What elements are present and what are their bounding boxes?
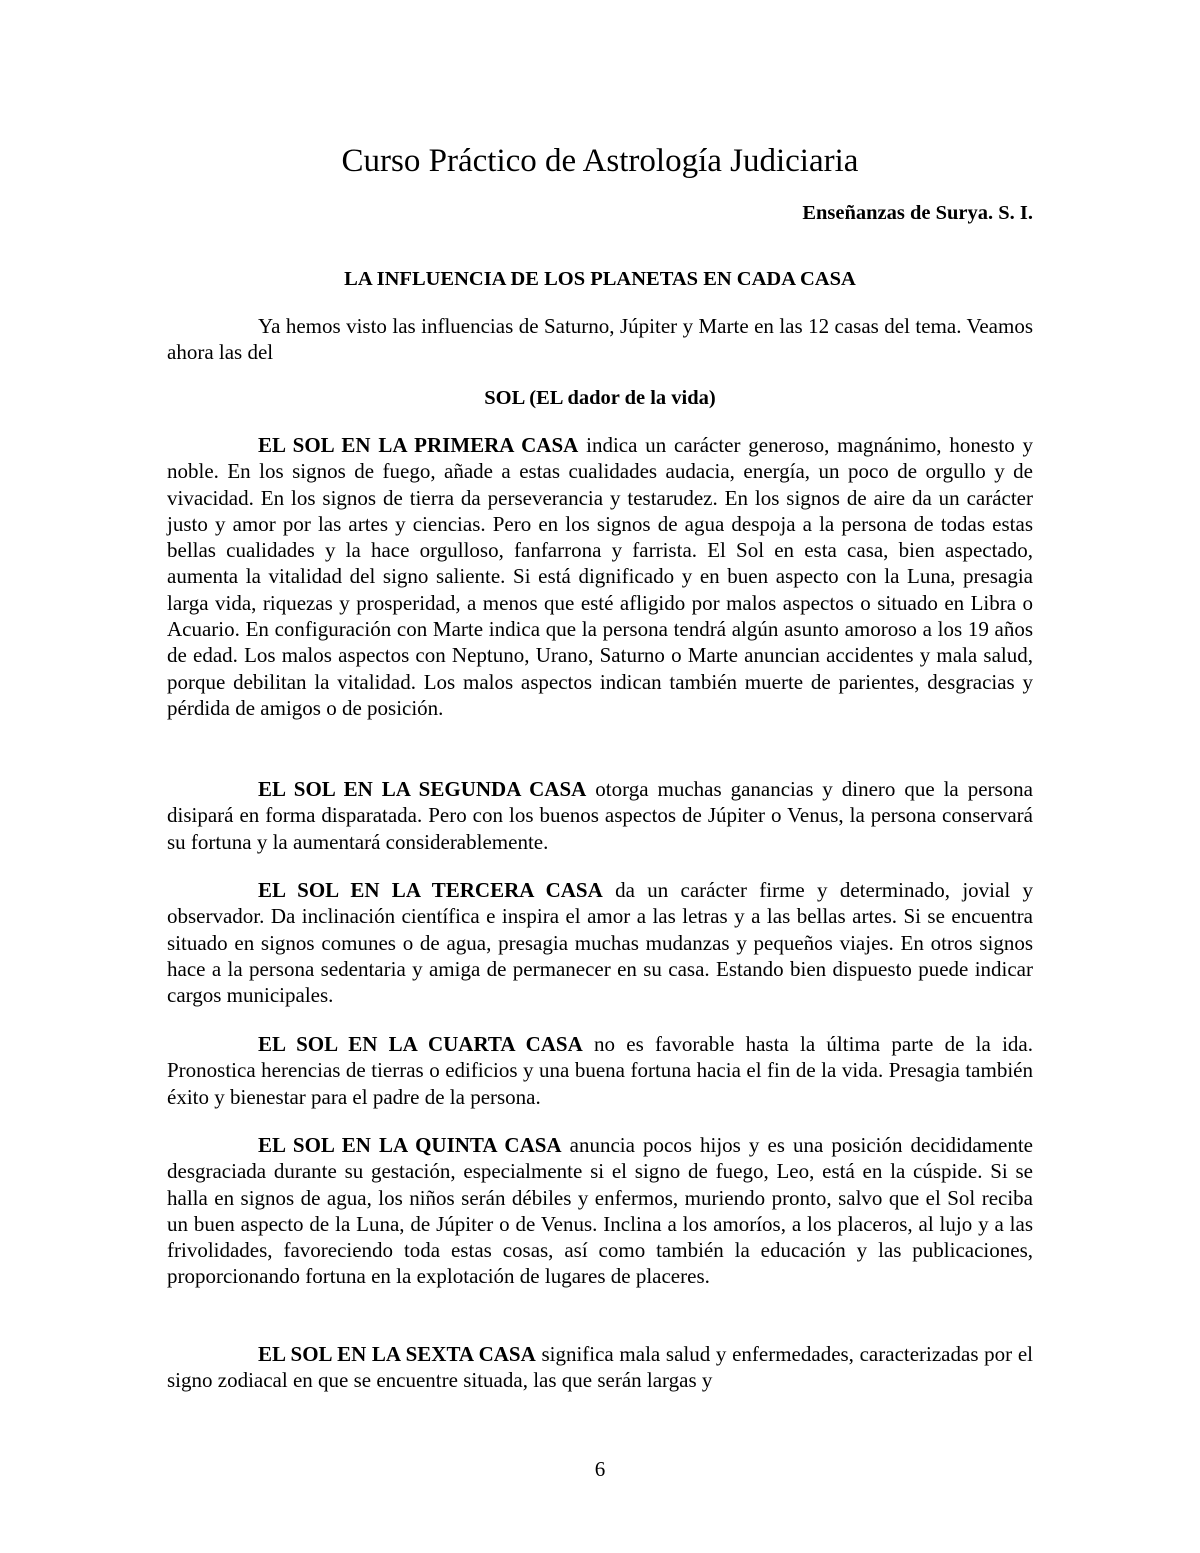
paragraph-text: significa mala salud y enfermedades, caracterizadas por el signo zodiacal en que se encuentre situada, las que serán largas y bbox=[167, 1342, 1033, 1393]
paragraph-text: otorga muchas ganancias y dinero que la persona disipará en forma disparatada. Pero con los buenos aspectos de Júpiter o Venus, la persona conservará su fortuna y la aumentará considerablemente. bbox=[167, 777, 1034, 854]
paragraph-quinta-casa bbox=[167, 1132, 1033, 1290]
intro-paragraph: Ya hemos visto las influencias de Saturno, Júpiter y Marte en las 12 casas del tema. Veamos ahora las del bbox=[167, 314, 1033, 365]
paragraph-text: da un carácter firme y determinado, jovial y observador. Da inclinación científica e inspira el amor a las letras y a las bellas artes. Si se encuentra situado en signos comunes o de agua, presagia muchas mudanzas y pequeños viajes. En otros signos hace a la persona sedentaria y amiga de permanecer en su casa. Estando bien dispuesto puede indicar cargos municipales. bbox=[167, 878, 1033, 1008]
paragraph-text: anuncia pocos hijos y es una posición decididamente desgraciada durante su gestación, especialmente si el signo de fuego, Leo, está en la cúspide. Si se halla en signos de agua, los niños serán débiles y enfermos, muriendo pronto, salvo que el Sol reciba un buen aspecto de la Luna, de Júpiter o de Venus. Inclina a los amoríos, a los placeros, al lujo y a las frivolidades, favoreciendo toda estas cosas, así como también la educación y las publicaciones, proporcionando fortuna en la explotación de lugares de placeres. bbox=[167, 1133, 1033, 1289]
paragraph-lead: EL SOL EN LA PRIMERA CASA bbox=[258, 433, 579, 457]
paragraph-sexta-casa bbox=[167, 1341, 1033, 1394]
paragraph-lead: EL SOL EN LA SEGUNDA CASA bbox=[258, 777, 587, 801]
paragraph-text: indica un carácter generoso, magnánimo, honesto y noble. En los signos de fuego, añade a estas cualidades audacia, energía, un poco de orgullo y de vivacidad. En los signos de tierra da perseverancia y testarudez. En los signos de aire da un carácter justo y amor por las artes y ciencias. Pero en los signos de agua despoja a la persona de todas estas bellas cualidades y la hace orgulloso, fanfarrona y farrista. El Sol en esta casa, bien aspectado, aumenta la vitalidad del signo saliente. Si está dignificado y en buen aspecto con la Luna, presagia larga vida, riquezas y prosperidad, a menos que esté afligido por malos aspectos o situado en Libra o Acuario. En configuración con Marte indica que la persona tendrá algún asunto amoroso a los 19 años de edad. Los malos aspectos con Neptuno, Urano, Saturno o Marte anuncian accidentes y mala salud, porque debilitan la vitalidad. Los malos aspectos indican también muerte de parientes, desgracias y pérdida de amigos o de posición. bbox=[167, 433, 1034, 720]
document-title: Curso Práctico de Astrología Judiciaria bbox=[341, 143, 859, 179]
paragraph-cuarta-casa bbox=[167, 1031, 1033, 1110]
document-page bbox=[167, 0, 1033, 1553]
paragraph-primera-casa bbox=[167, 432, 1033, 721]
paragraph-segunda-casa bbox=[167, 776, 1033, 855]
paragraph-lead: EL SOL EN LA SEXTA CASA bbox=[258, 1342, 536, 1366]
paragraph-lead: EL SOL EN LA CUARTA CASA bbox=[258, 1032, 583, 1056]
paragraph-tercera-casa bbox=[167, 877, 1033, 1008]
page-number: 6 bbox=[594, 1457, 606, 1481]
section-heading: LA INFLUENCIA DE LOS PLANETAS EN CADA CASA bbox=[344, 268, 856, 290]
document-author: Enseñanzas de Surya. S. I. bbox=[802, 202, 1033, 224]
paragraph-text: no es favorable hasta la última parte de la ida. Pronostica herencias de tierras o edificios y una buena fortuna hacia el fin de la vida. Presagia también éxito y bienestar para el padre de la persona. bbox=[167, 1032, 1033, 1109]
sub-heading: SOL (EL dador de la vida) bbox=[484, 387, 716, 409]
paragraph-lead: EL SOL EN LA QUINTA CASA bbox=[258, 1133, 562, 1157]
paragraph-lead: EL SOL EN LA TERCERA CASA bbox=[258, 878, 603, 902]
